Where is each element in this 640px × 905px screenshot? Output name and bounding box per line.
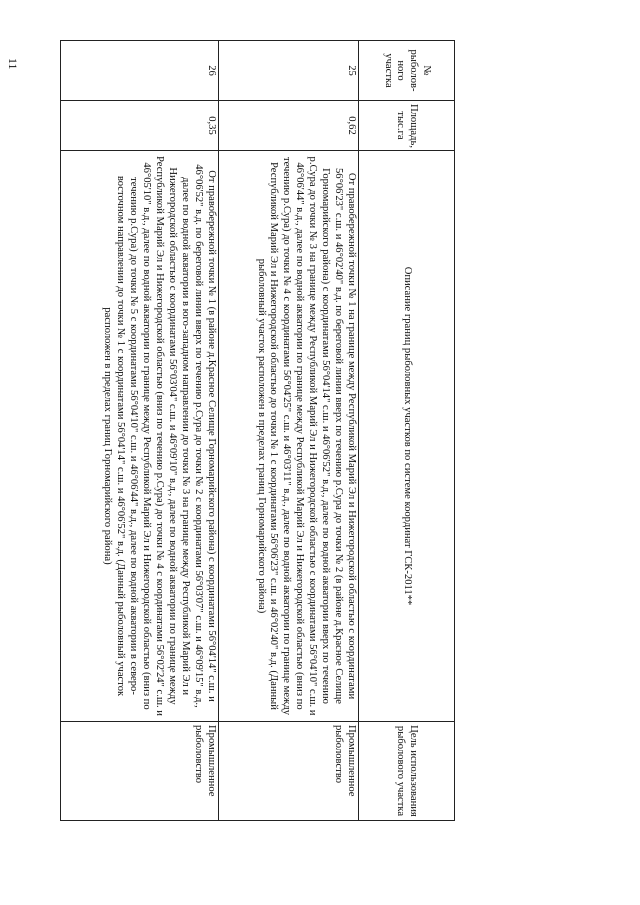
row-area: 0,35: [61, 101, 219, 151]
table-row: [218, 41, 358, 821]
rotated-table-container: [60, 40, 455, 820]
page-number: 11: [6, 58, 20, 70]
header-description: Описание границ рыболовных участков по системе координат ГСК-2011**: [359, 151, 455, 722]
table-row: [61, 41, 219, 821]
row-description: От правобережной точки № 1 (в районе д.Красное Селище Горномарийского района) с координатами 56°04'14" с.ш. и 46°06'52" в.д. по береговой линии вверх по течению р.Сура до точки № 2 с координатами 56°03'07" с.ш. и 46°09'15" в.д., далее по водной акватории в юго-западном направлении до точки № 3 на границе между Республикой Марий Эл и Нижегородской областью с координатами 56°03'04" с.ш. и 46°09'10" в.д., далее по водной акватории по границе между Республикой Марий Эл и Нижегородской областью (вниз по течению р.Сура) до точки № 4 с координатами 56°02'24" с.ш. и 46°05'10" в.д., далее по водной акватории по границе между Республикой Марий Эл и Нижегородской областью (вниз по течению р.Сура) до точки № 5 с координатами 56°04'10" с.ш. и 46°06'44" в.д., далее по водной акватории в северо-восточном направлении до точки № 1 с координатами 56°04'14" с.ш. и 46°06'52" в.д. (Данный рыболовный участок расположен в пределах границ Горномарийского района): [61, 151, 219, 722]
row-purpose: Промышленное рыболовство: [61, 722, 219, 821]
row-number: 25: [218, 41, 358, 101]
header-number: № рыболов-ного участка: [359, 41, 455, 101]
fishing-areas-table: [60, 40, 455, 821]
header-purpose: Цель использования рыболового участка: [359, 722, 455, 821]
row-description: От правобережной точки № 1 на границе между Республикой Марий Эл и Нижегородской областью с координатами 56°06'23" с.ш. и 46°02'40" в.д. по береговой линии вверх по течению р.Сура до точки № 2 (в районе д.Красное Селище Горномарийского района) с координатами 56°04'14" с.ш. и 46°06'52" в.д., далее по водной акватории вверх по течению р.Сура до точки № 3 на границе между Республикой Марий Эл и Нижегородской областью с координатами 56°04'10" с.ш. и 46°06'44" в.д., далее по водной акватории по границе между Республикой Марий Эл и Нижегородской областью (вниз по течению р.Сура) до точки № 4 с координатами 56°04'25" с.ш. и 46°03'11" в.д., далее по водной акватории по границе между Республикой Марий Эл и Нижегородской областью до точки № 1 с координатами 56°06'23" с.ш. и 46°02'40" в.д. (Данный рыболовный участок расположен в пределах границ Горномарийского района): [218, 151, 358, 722]
row-area: 0,62: [218, 101, 358, 151]
table-header-row: [359, 41, 455, 821]
header-area: Площадь, тыс.га: [359, 101, 455, 151]
row-purpose: Промышленное рыболовство: [218, 722, 358, 821]
row-number: 26: [61, 41, 219, 101]
